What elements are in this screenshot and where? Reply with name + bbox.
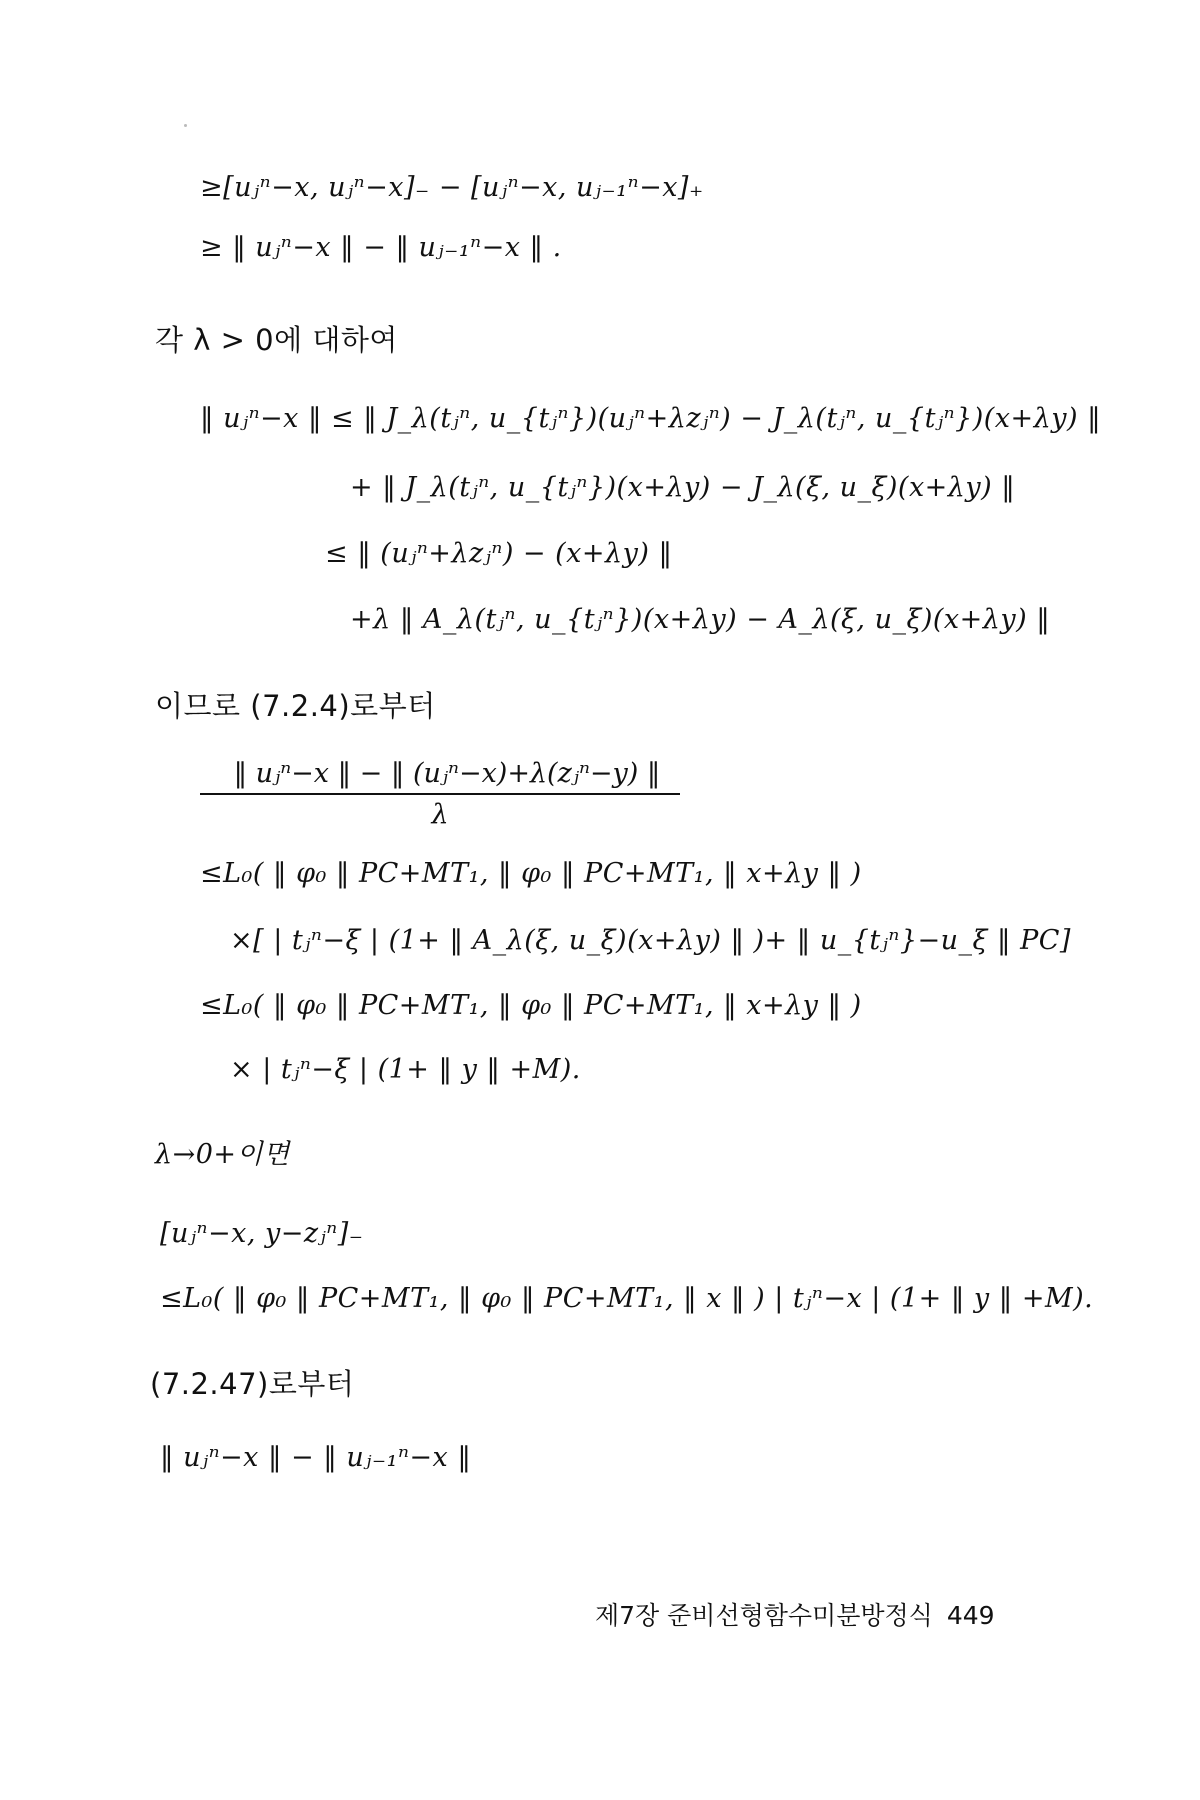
text-line-from-7-2-4: 이므로 (7.2.4)로부터 xyxy=(155,689,436,723)
eq-line-4: + ‖ J_λ(tⱼⁿ, u_{tⱼⁿ})(x+λy) − J_λ(ξ, u_ξ)(x+λy) ‖ xyxy=(350,472,1016,503)
eq-line-13: ‖ uⱼⁿ−x ‖ − ‖ uⱼ₋₁ⁿ−x ‖ xyxy=(160,1442,472,1473)
page-number: 449 xyxy=(946,1601,995,1630)
eq-line-9: ≤L₀( ‖ φ₀ ‖ PC+MT₁, ‖ φ₀ ‖ PC+MT₁, ‖ x+λy ‖ ) xyxy=(200,990,862,1021)
eq-line-11: [uⱼⁿ−x, y−zⱼⁿ]₋ xyxy=(160,1218,364,1249)
text-line-lambda-positive: 각 λ > 0에 대하여 xyxy=(155,323,398,357)
fraction-denominator: λ xyxy=(431,799,449,830)
fraction-numerator: ‖ uⱼⁿ−x ‖ − ‖ (uⱼⁿ−x)+λ(zⱼⁿ−y) ‖ xyxy=(233,758,661,789)
fraction-bar xyxy=(200,793,680,795)
eq-line-7: ≤L₀( ‖ φ₀ ‖ PC+MT₁, ‖ φ₀ ‖ PC+MT₁, ‖ x+λy ‖ ) xyxy=(200,858,862,889)
page-footer xyxy=(595,1596,995,1632)
text-line-lambda-limit: λ→0+이면 xyxy=(155,1139,290,1170)
footer-chapter-title: 제7장 준비선형함수미분방정식 xyxy=(595,1601,933,1630)
scan-dot xyxy=(184,124,187,127)
eq-line-5: ≤ ‖ (uⱼⁿ+λzⱼⁿ) − (x+λy) ‖ xyxy=(325,538,673,569)
eq-line-1: ≥[uⱼⁿ−x, uⱼⁿ−x]₋ − [uⱼⁿ−x, uⱼ₋₁ⁿ−x]₊ xyxy=(200,172,704,203)
eq-line-10: × | tⱼⁿ−ξ | (1+ ‖ y ‖ +M). xyxy=(230,1054,581,1085)
text-line-from-7-2-47: (7.2.47)로부터 xyxy=(150,1367,355,1401)
eq-line-2: ≥ ‖ uⱼⁿ−x ‖ − ‖ uⱼ₋₁ⁿ−x ‖ . xyxy=(200,232,562,263)
eq-line-3: ‖ uⱼⁿ−x ‖ ≤ ‖ J_λ(tⱼⁿ, u_{tⱼⁿ})(uⱼⁿ+λzⱼⁿ) − J_λ(tⱼⁿ, u_{tⱼⁿ})(x+λy) ‖ xyxy=(200,403,1102,434)
fraction xyxy=(200,758,680,830)
eq-line-8: ×[ | tⱼⁿ−ξ | (1+ ‖ A_λ(ξ, u_ξ)(x+λy) ‖ )+ ‖ u_{tⱼⁿ}−u_ξ ‖ PC] xyxy=(230,925,1071,956)
eq-line-12: ≤L₀( ‖ φ₀ ‖ PC+MT₁, ‖ φ₀ ‖ PC+MT₁, ‖ x ‖ ) | tⱼⁿ−x | (1+ ‖ y ‖ +M). xyxy=(160,1283,1094,1314)
eq-line-6: +λ ‖ A_λ(tⱼⁿ, u_{tⱼⁿ})(x+λy) − A_λ(ξ, u_ξ)(x+λy) ‖ xyxy=(350,604,1051,635)
